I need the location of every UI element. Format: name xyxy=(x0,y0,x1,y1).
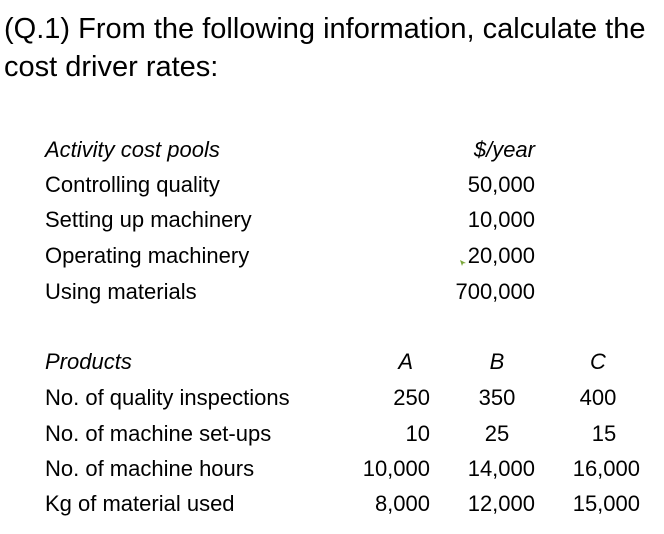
activity-row-label: Setting up machinery xyxy=(45,207,252,232)
products-row-label: No. of machine hours xyxy=(45,456,255,481)
products-cell: 14,000 xyxy=(467,456,535,481)
products-cell: 15 xyxy=(591,421,617,446)
activity-row-label: Using materials xyxy=(45,279,197,304)
products-cell: 10,000 xyxy=(362,456,430,481)
activity-row-value: 50,000 xyxy=(467,172,535,197)
products-cell: 15,000 xyxy=(572,491,640,516)
products-cell: 350 xyxy=(478,385,516,410)
activity-header-label: Activity cost pools xyxy=(45,137,220,162)
products-cell: 10 xyxy=(405,421,430,446)
products-row-label: No. of quality inspections xyxy=(45,385,290,410)
products-cell: 16,000 xyxy=(572,456,640,481)
products-cell: 8,000 xyxy=(374,491,430,516)
products-column-header: C xyxy=(590,349,606,374)
products-row-label: Kg of material used xyxy=(45,491,235,516)
products-cell: 12,000 xyxy=(467,491,535,516)
products-cell: 250 xyxy=(393,385,430,410)
products-row-label: No. of machine set-ups xyxy=(45,421,272,446)
cursor-arrow-icon xyxy=(459,259,467,267)
activity-row-value: 20,000 xyxy=(467,243,535,268)
activity-header-unit: $/year xyxy=(473,137,535,162)
products-header-label: Products xyxy=(45,349,132,374)
products-column-header: A xyxy=(398,349,413,374)
activity-row-value: 700,000 xyxy=(455,279,535,304)
activity-row-label: Operating machinery xyxy=(45,243,250,268)
products-cell: 400 xyxy=(579,385,617,410)
activity-row-label: Controlling quality xyxy=(45,172,220,197)
products-cell: 25 xyxy=(484,421,510,446)
activity-row-value: 10,000 xyxy=(467,207,535,232)
products-column-header: B xyxy=(489,349,505,374)
question-heading: (Q.1) From the following information, calculate the cost driver rates: xyxy=(4,13,646,83)
